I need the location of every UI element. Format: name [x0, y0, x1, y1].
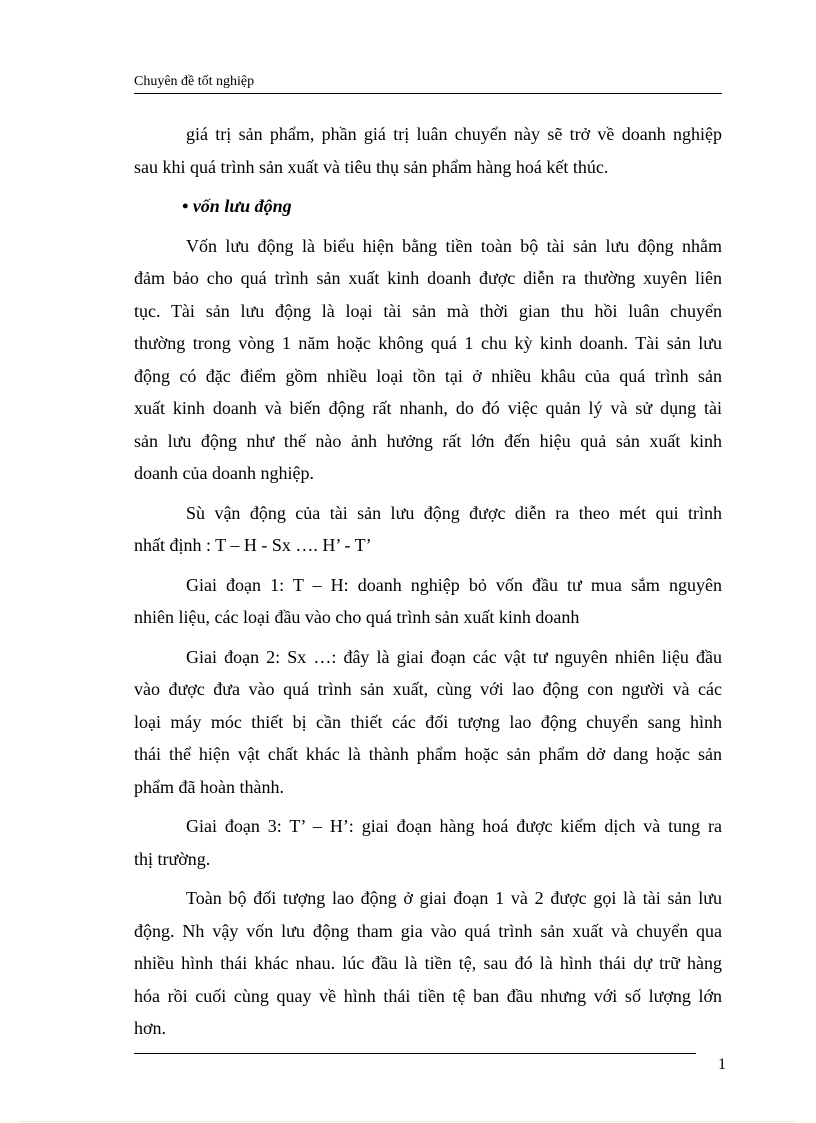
text-line: loại máy móc thiết bị cần thiết các đối tượng lao động chuyển sang hình	[134, 711, 722, 732]
text-line: Giai đoạn 2: Sx …: đây là giai đoạn các vật tư nguyên nhiên liệu đầu	[186, 646, 722, 667]
section-heading	[134, 190, 722, 223]
text-line: Sù vận động của tài sản lưu động được diễn ra theo mét qui trình	[186, 502, 722, 523]
text-line: Vốn lưu động là biểu hiện bằng tiền toàn bộ tài sản lưu động nhằm	[186, 235, 722, 256]
text-line: nhiên liệu, các loại đầu vào cho quá trình sản xuất kinh doanh	[134, 607, 580, 627]
paragraph	[134, 118, 722, 183]
footer-rule	[134, 1053, 696, 1054]
text-line: Toàn bộ đối tượng lao động ở giai đoạn 1 và 2 được gọi là tài sản lưu	[186, 888, 722, 908]
text-line: doanh của doanh nghiệp.	[134, 463, 314, 483]
bullet-icon: •	[182, 196, 189, 216]
text-line: động. Nh vậy vốn lưu động tham gia vào quá trình sản xuất và chuyển qua	[134, 920, 722, 941]
text-line: phẩm đã hoàn thành.	[134, 776, 284, 797]
text-line: hóa rồi cuối cùng quay về hình thái tiền tệ ban đầu nhưng với số lượng lớn	[134, 985, 722, 1006]
text-line: đảm bảo cho quá trình sản xuất kinh doanh được diễn ra thường xuyên liên	[134, 268, 722, 288]
text-line: sau khi quá trình sản xuất và tiêu thụ sản phẩm hàng hoá kết thúc.	[134, 156, 609, 177]
section-heading-text: vốn lưu động	[192, 196, 292, 216]
header-rule	[134, 93, 722, 94]
text-line: động có đặc điểm gồm nhiều loại tồn tại ở nhiều khâu của quá trình sản	[134, 365, 722, 386]
text-line: thị trường.	[134, 848, 211, 869]
text-line: vào được đưa vào quá trình sản xuất, cùng với lao động con người và các	[134, 679, 722, 699]
paragraph	[134, 641, 722, 804]
paragraph	[134, 882, 722, 1045]
text-line: thái thể hiện vật chất khác là thành phẩm hoặc sản phẩm dở dang hoặc sản	[134, 744, 722, 764]
paragraph	[134, 497, 722, 562]
paragraph	[134, 569, 722, 634]
text-line: nhất định : T – H - Sx …. H’ - T’	[134, 535, 372, 555]
document-body	[134, 118, 722, 1045]
page-edge-divider	[20, 1121, 796, 1122]
text-line: tục. Tài sản lưu động là loại tài sản mà thời gian thu hồi luân chuyển	[134, 300, 722, 321]
paragraph	[134, 230, 722, 490]
text-line: nhiều hình thái khác nhau. lúc đầu là tiền tệ, sau đó là hình thái dự trữ hàng	[134, 953, 722, 973]
page-number: 1	[718, 1056, 726, 1073]
text-line: hơn.	[134, 1018, 167, 1038]
text-line: Giai đoạn 3: T’ – H’: giai đoạn hàng hoá được kiểm dịch và tung ra	[186, 816, 722, 836]
text-line: xuất kinh doanh và biến động rất nhanh, do đó việc quản lý và sử dụng tài	[134, 398, 722, 418]
text-line: giá trị sản phẩm, phần giá trị luân chuyển này sẽ trở về doanh nghiệp	[186, 124, 722, 144]
paragraph	[134, 810, 722, 875]
running-header: Chuyên đề tốt nghiệp	[134, 74, 255, 89]
text-line: sản lưu động như thế nào ảnh hưởng rất lớn đến hiệu quả sản xuất kinh	[134, 430, 722, 451]
text-line: thường trong vòng 1 năm hoặc không quá 1 chu kỳ kinh doanh. Tài sản lưu	[134, 333, 722, 353]
text-line: Giai đoạn 1: T – H: doanh nghiệp bỏ vốn đầu tư mua sắm nguyên	[186, 574, 722, 595]
